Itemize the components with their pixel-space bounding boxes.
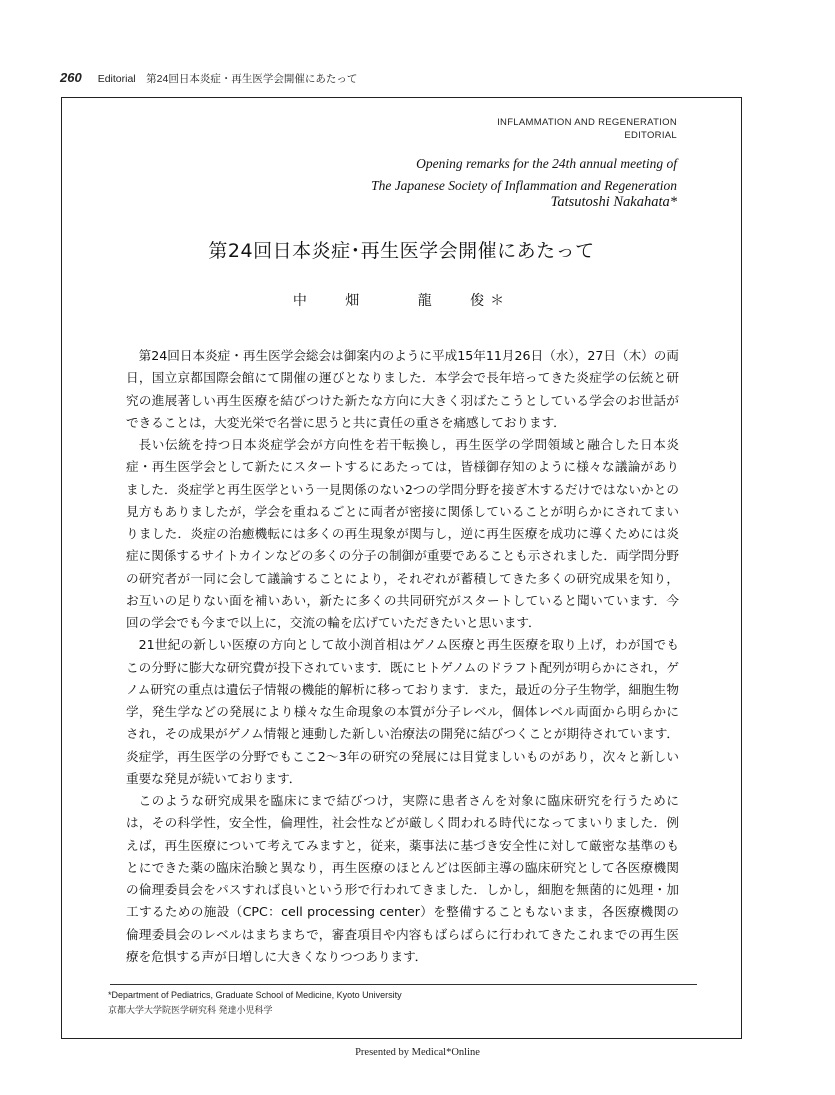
- footnote-divider: [110, 984, 697, 985]
- footnote: [108, 988, 402, 1018]
- running-head-text: Editorial 第24回日本炎症・再生医学会開催にあたって: [97, 73, 358, 85]
- affiliation-english: *Department of Pediatrics, Graduate School of Medicine, Kyoto University: [108, 990, 402, 1000]
- page-number: 260: [60, 70, 82, 85]
- english-title-line-1: Opening remarks for the 24th annual meeting of: [416, 156, 677, 171]
- presented-by-credit: Presented by Medical*Online: [355, 1047, 480, 1058]
- paragraph: 長い伝統を持つ日本炎症学会が方向性を若干転換し，再生医学の学問領域と融合した日本炎症・再生医学会として新たにスタートするにあたっては，皆様御存知のように様々な議論がありました．炎症学と再生医学という一見関係のない2つの学問分野を接ぎ木するだけではないかとの見方もありましたが，学会を重ねるごとに両者が密接に関係していることが明らかにされてまいりました．炎症の治癒機転には多くの再生現象が関与し，逆に再生医療を成功に導くためには炎症に関係するサイトカインなどの多くの分子の制御が重要であることも示されました．両学問分野の研究者が一同に会して議論することにより，それぞれが蓄積してきた多くの研究成果を知り，お互いの足りない面を補いあい，新たに多くの共同研究がスタートしていると聞いています．今回の学会でも今まで以上に，交流の輪を広げていただきたいと思います．: [126, 437, 680, 630]
- japanese-title: 第24回日本炎症･再生医学会開催にあたって: [208, 240, 595, 262]
- paragraph: 21世紀の新しい医療の方向として故小渕首相はゲノム医療と再生医療を取り上げ，わが国でもこの分野に膨大な研究費が投下されています．既にヒトゲノムのドラフト配列が明らかにされ，ゲノム研究の重点は遺伝子情報の機能的解析に移っております．また，最近の分子生物学，細胞生物学，発生学などの発展により様々な生命現象の本質が分子レベル，個体レベル両面から明らかにされ，その成果がゲノム情報と連動した新しい治療法の開発に結びつくことが期待されています．炎症学，再生医学の分野でもここ2〜3年の研究の発展には目覚ましいものがあり，次々と新しい重要な発見が続いております．: [126, 637, 679, 786]
- journal-header: [497, 116, 677, 142]
- japanese-author: 中 畑 龍 俊＊: [292, 293, 511, 309]
- article-frame: [61, 97, 742, 1039]
- paragraph: このような研究成果を臨床にまで結びつけ，実際に患者さんを対象に臨床研究を行うためには，その科学性，安全性，倫理性，社会性などが厳しく問われる時代になってまいりました．例えば，再生医療について考えてみますと，従来，薬事法に基づき安全性に対して厳密な基準のもとにできた薬の臨床治験と異なり，再生医療のほとんどは医師主導の臨床研究として各医療機関の倫理委員会をパスすれば良いという形で行われてきました．しかし，細胞を無菌的に処理・加工するための施設（CPC：cell processing center）を整備することもないまま，各医療機関の倫理委員会のレベルはまちまちで，審査項目や内容もばらばらに行われてきたこれまでの再生医療を危惧する声が日増しに大きくなりつつあります．: [126, 793, 679, 964]
- article-body: [126, 345, 679, 968]
- english-title-line-2: The Japanese Society of Inflammation and Regeneration: [371, 178, 677, 193]
- english-title: [371, 153, 677, 197]
- affiliation-japanese: 京都大学大学院医学研究科 発達小児科学: [108, 1005, 273, 1015]
- running-head: [60, 70, 357, 86]
- paragraph: 第24回日本炎症・再生医学会総会は御案内のように平成15年11月26日（水），27日（木）の両日，国立京都国際会館にて開催の運びとなりました．本学会で長年培ってきた炎症学の伝統と研究の進展著しい再生医療を結びつけた新たな方向に大きく羽ばたこうとしている学会のお世話ができることは，大変光栄で名誉に思うと共に責任の重さを痛感しております．: [126, 348, 679, 430]
- english-author: Tatsutoshi Nakahata*: [550, 194, 677, 210]
- journal-name: INFLAMMATION AND REGENERATION: [497, 117, 677, 128]
- journal-section: EDITORIAL: [624, 130, 677, 141]
